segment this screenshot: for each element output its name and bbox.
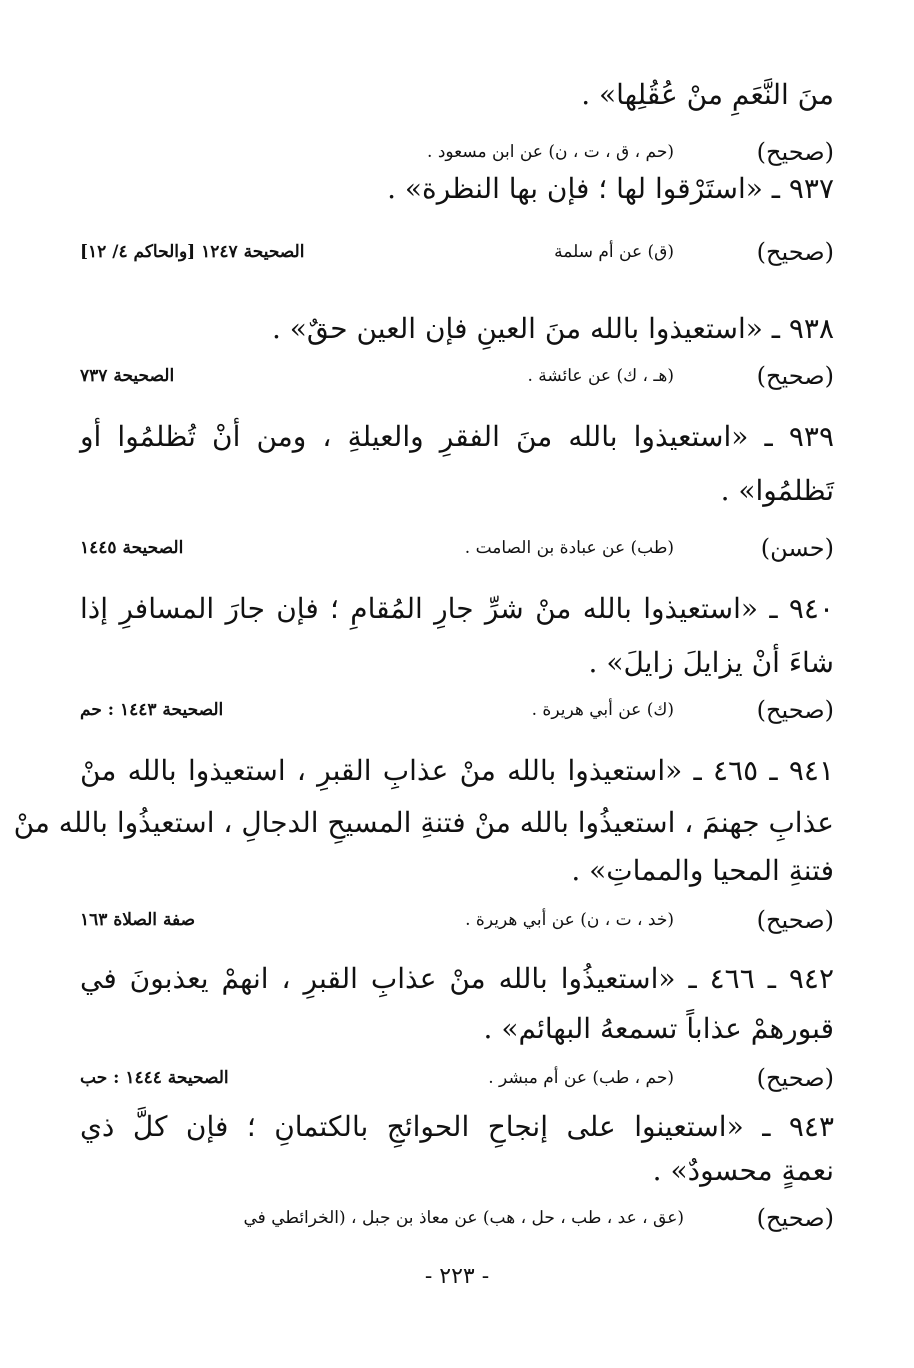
source-citation: (هـ ، ك) عن عائشة . (527, 366, 674, 386)
hadith-text-line: منَ النَّعَمِ منْ عُقُلِها» . (581, 78, 834, 111)
grade-label: (صحيح) (756, 696, 834, 724)
hadith-reference (80, 238, 834, 272)
hadith-text-line: ٩٤١ ـ ٤٦٥ ـ «استعيذوا بالله منْ عذابِ القبرِ ، استعيذوا بالله منْ (80, 754, 834, 787)
source-citation: (حم ، ق ، ت ، ن) عن ابن مسعود . (427, 142, 674, 162)
grade-label: (حسن) (760, 534, 834, 562)
grade-label: (صحيح) (756, 906, 834, 934)
book-reference: الصحيحة ١٤٤٤ : حب (80, 1068, 229, 1088)
hadith-text-line: نعمةٍ محسودٌ» . (652, 1154, 834, 1187)
grade-label: (صحيح) (756, 1064, 834, 1092)
book-reference: الصحيحة ١٤٤٣ : حم (80, 700, 224, 720)
hadith-text-line: قبورهمْ عذاباً تسمعهُ البهائم» . (483, 1012, 834, 1045)
source-citation: (خد ، ت ، ن) عن أبي هريرة . (465, 910, 674, 930)
hadith-text-line: ٩٤٠ ـ «استعيذوا بالله منْ شرِّ جارِ المُقامِ ؛ فإن جارَ المسافرِ إذا (80, 592, 834, 625)
hadith-reference (80, 1064, 834, 1098)
book-reference: الصحيحة ١٤٤٥ (80, 538, 184, 558)
book-reference: الصحيحة ٧٣٧ (80, 366, 175, 386)
hadith-text-line: ٩٤٢ ـ ٤٦٦ ـ «استعيذُوا بالله منْ عذابِ القبرِ ، انهمْ يعذبونَ في (80, 962, 834, 995)
grade-label: (صحيح) (756, 238, 834, 266)
source-citation: (ك) عن أبي هريرة . (531, 700, 674, 720)
page-number: - ٢٢٣ - (424, 1264, 490, 1289)
hadith-reference (80, 138, 834, 172)
hadith-text-line: ٩٣٧ ـ «استَرْقوا لها ؛ فإن بها النظرة» . (387, 172, 834, 205)
hadith-reference (80, 696, 834, 730)
hadith-text-line: فتنةِ المحيا والمماتِ» . (571, 854, 834, 887)
hadith-text-line: ٩٣٨ ـ «استعيذوا بالله منَ العينِ فإن العين حقٌ» . (272, 312, 834, 345)
source-citation: (ق) عن أم سلمة (554, 242, 674, 262)
source-citation: (حم ، طب) عن أم مبشر . (488, 1068, 674, 1088)
grade-label: (صحيح) (756, 1204, 834, 1232)
hadith-text-line: ٩٤٣ ـ «استعينوا على إنجاحِ الحوائجِ بالكتمانِ ؛ فإن كلَّ ذي (80, 1110, 834, 1143)
source-citation: (عق ، عد ، طب ، حل ، هب) عن معاذ بن جبل ، (الخرائطي في (243, 1208, 684, 1228)
hadith-text-line: شاءَ أنْ يزايلَ زايلَ» . (588, 646, 834, 679)
source-citation: (طب) عن عبادة بن الصامت . (464, 538, 674, 558)
book-reference: صفة الصلاة ١٦٣ (80, 910, 196, 930)
book-reference: الصحيحة ١٢٤٧ [والحاكم ٤/ ١٢] (80, 242, 305, 262)
grade-label: (صحيح) (756, 362, 834, 390)
hadith-text-line: عذابِ جهنمَ ، استعيذُوا بالله منْ فتنةِ المسيحِ الدجالِ ، استعيذُوا بالله منْ (13, 806, 834, 839)
hadith-text-line: ٩٣٩ ـ «استعيذوا بالله منَ الفقرِ والعيلةِ ، ومن أنْ تُظلمُوا أو (80, 420, 834, 453)
hadith-reference (80, 362, 834, 396)
hadith-reference (80, 1204, 834, 1238)
hadith-text-line: تَظلمُوا» . (720, 474, 834, 507)
hadith-reference (80, 906, 834, 940)
hadith-reference (80, 534, 834, 568)
grade-label: (صحيح) (756, 138, 834, 166)
